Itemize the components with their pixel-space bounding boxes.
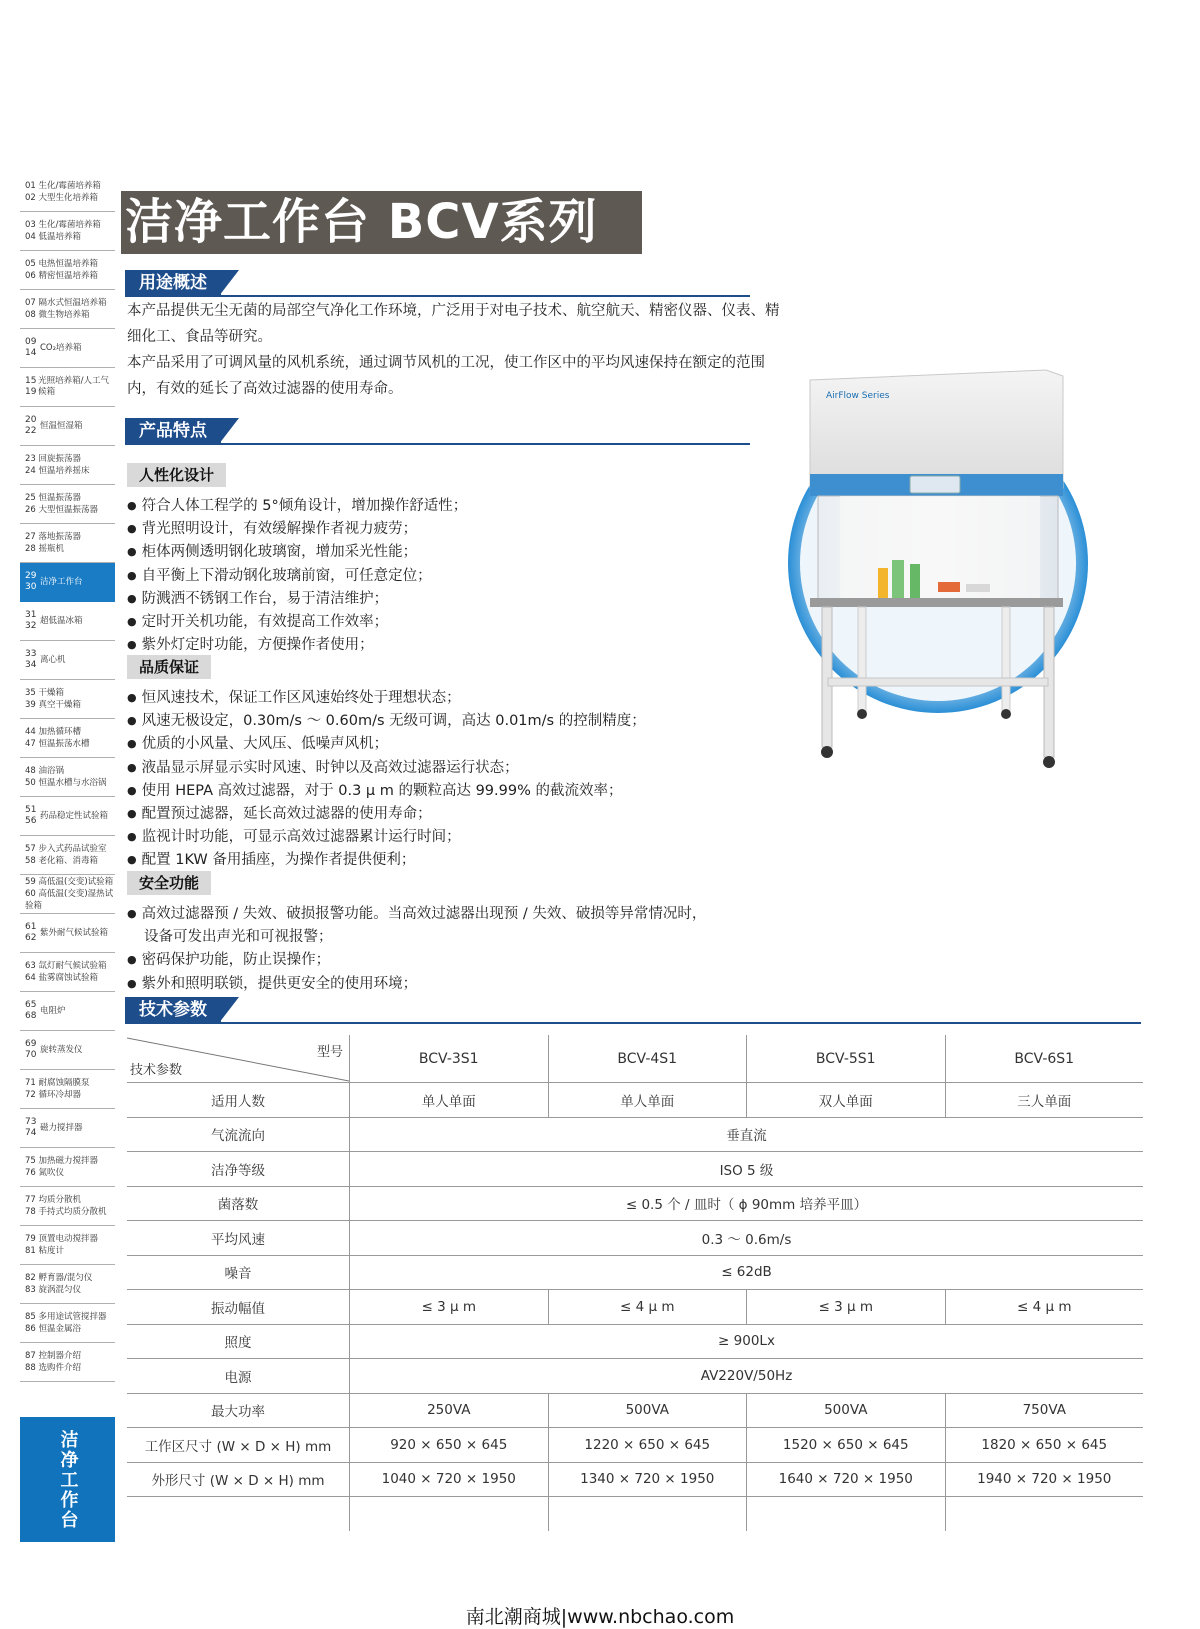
footer: 南北潮商城|www.nbchao.com	[465, 1606, 735, 1628]
sidebar-item-label: 63 氙灯耐气候试验箱	[25, 961, 107, 971]
sidebar-item-label: 07 隔水式恒温培养箱	[25, 298, 107, 308]
model-header: BCV-6S1	[945, 1035, 1143, 1083]
sidebar-item-label: 85 多用途试管搅拌器	[25, 1312, 107, 1322]
sidebar-item-label: 71 耐腐蚀隔膜泵	[25, 1078, 90, 1088]
sidebar-item[interactable]	[20, 1031, 115, 1070]
subhead-ergonomic: 人性化设计	[127, 463, 226, 487]
table-cell: 500VA	[548, 1393, 747, 1428]
sidebar-item-label: 06 精密恒温培养箱	[25, 271, 99, 281]
table-cell: 1820 × 650 × 645	[945, 1428, 1143, 1463]
sidebar-item-number: 33 34	[25, 649, 37, 670]
table-cell: 1340 × 720 × 1950	[548, 1462, 747, 1497]
row-label: 振动幅值	[127, 1290, 350, 1325]
sidebar-item[interactable]	[20, 992, 115, 1031]
header-model-label: 型号	[316, 1045, 343, 1060]
sidebar-item-label: 88 选购件介绍	[25, 1363, 82, 1373]
category-sidebar	[20, 173, 115, 1382]
brand-text: AirFlow Series	[826, 391, 890, 401]
list-item: ● 液晶显示屏显示实时风速、时钟以及高效过滤器运行状态；	[127, 757, 787, 780]
header-diagonal-cell	[127, 1035, 350, 1083]
sidebar-item-label: CO₂培养箱	[40, 342, 82, 353]
table-cell: ≤ 4 μ m	[945, 1290, 1143, 1325]
sidebar-item[interactable]	[20, 797, 115, 836]
sidebar-item-label: 77 均质分散机	[25, 1195, 82, 1205]
table-cell: ≤ 4 μ m	[548, 1290, 747, 1325]
sidebar-item-label: 23 回旋振荡器	[25, 454, 82, 464]
sidebar-item[interactable]	[20, 485, 115, 524]
list-item: ● 紫外和照明联锁，提供更安全的使用环境；	[127, 973, 787, 996]
sidebar-item-label: 87 控制器介绍	[25, 1351, 82, 1361]
table-cell: ≤ 0.5 个 / 皿时（ ϕ 90mm 培养平皿）	[350, 1186, 1144, 1221]
sidebar-item-label: 紫外耐气候试验箱	[40, 927, 109, 938]
table-cell: 1640 × 720 × 1950	[747, 1462, 946, 1497]
row-label: 洁净等级	[127, 1152, 350, 1187]
sidebar-item[interactable]	[20, 719, 115, 758]
table-cell: 1520 × 650 × 645	[747, 1428, 946, 1463]
sidebar-item[interactable]	[20, 563, 115, 602]
table-row	[127, 1221, 1143, 1256]
sidebar-item-label: 50 恒温水槽与水浴锅	[25, 778, 107, 788]
sidebar-item-label: 光照培养箱/人工气候箱	[38, 376, 109, 397]
sidebar-item-number: 20 22	[25, 415, 37, 436]
sidebar-item-label: 47 恒温振荡水槽	[25, 739, 90, 749]
table-cell: 0.3 ～ 0.6m/s	[350, 1221, 1144, 1256]
table-row	[127, 1290, 1143, 1325]
table-row	[127, 1152, 1143, 1187]
row-label: 最大功率	[127, 1393, 350, 1428]
sidebar-item[interactable]	[20, 1304, 115, 1343]
table-row-empty	[127, 1497, 1143, 1532]
sidebar-item[interactable]	[20, 368, 115, 407]
page-title: 洁净工作台 BCV系列	[121, 191, 642, 254]
table-row	[127, 1117, 1143, 1152]
sidebar-item-label: 81 粘度计	[25, 1246, 65, 1256]
sidebar-item-label: 05 电热恒温培养箱	[25, 259, 99, 269]
sidebar-item[interactable]	[20, 1226, 115, 1265]
sidebar-item-label: 26 大型恒温振荡器	[25, 505, 99, 515]
sidebar-item-label: 磁力搅拌器	[40, 1122, 83, 1133]
sidebar-item-label: 25 恒温振荡器	[25, 493, 82, 503]
usage-paragraph-1: 本产品提供无尘无菌的局部空气净化工作环境，广泛用于对电子技术、航空航天、精密仪器、仪表、精细化工、食品等研究。	[127, 303, 780, 345]
bullet-list-ergonomic	[127, 495, 787, 657]
sidebar-item-label: 58 老化箱、消毒箱	[25, 856, 99, 866]
sidebar-item[interactable]	[20, 1148, 115, 1187]
row-label: 照度	[127, 1324, 350, 1359]
sidebar-item[interactable]	[20, 914, 115, 953]
sidebar-item-label: 08 微生物培养箱	[25, 310, 90, 320]
sidebar-item[interactable]	[20, 1109, 115, 1148]
sidebar-item-label: 离心机	[40, 654, 66, 665]
sidebar-item[interactable]	[20, 602, 115, 641]
row-label: 菌落数	[127, 1186, 350, 1221]
sidebar-item-label: 60 高低温(交变)湿热试验箱	[25, 889, 114, 911]
sidebar-item-label: 03 生化/霉菌培养箱	[25, 220, 101, 230]
sidebar-item[interactable]	[20, 953, 115, 992]
sidebar-item-label: 64 盐雾腐蚀试验箱	[25, 973, 99, 983]
list-item: ● 监视计时功能，可显示高效过滤器累计运行时间；	[127, 826, 787, 849]
sidebar-item[interactable]	[20, 407, 115, 446]
row-label: 工作区尺寸 (W × D × H) mm	[127, 1428, 350, 1463]
section-title: 产品特点	[125, 418, 221, 444]
table-cell: 1940 × 720 × 1950	[945, 1462, 1143, 1497]
sidebar-item-label: 01 生化/霉菌培养箱	[25, 181, 101, 191]
sidebar-item[interactable]	[20, 680, 115, 719]
sidebar-item-number: 15 19	[25, 376, 37, 397]
table-row	[127, 1359, 1143, 1394]
sidebar-item-label: 洁净工作台	[40, 576, 83, 587]
table-cell: 1040 × 720 × 1950	[350, 1462, 549, 1497]
table-cell: 920 × 650 × 645	[350, 1428, 549, 1463]
sidebar-item-label: 超低温冰箱	[40, 615, 83, 626]
list-item: ● 配置预过滤器，延长高效过滤器的使用寿命；	[127, 803, 787, 826]
list-item: ● 柜体两侧透明钢化玻璃窗，增加采光性能；	[127, 541, 787, 564]
list-item: ● 使用 HEPA 高效过滤器，对于 0.3 μ m 的颗粒高达 99.99% 的截流效率；	[127, 780, 787, 803]
sidebar-item-label: 59 高低温(交变)试验箱	[25, 877, 114, 887]
list-item: ● 风速无极设定，0.30m/s ～ 0.60m/s 无级可调，高达 0.01m/s 的控制精度；	[127, 710, 787, 733]
table-cell: 垂直流	[350, 1117, 1144, 1152]
sidebar-item-label: 电阻炉	[40, 1005, 66, 1016]
table-cell: 单人单面	[350, 1083, 549, 1118]
sidebar-item[interactable]	[20, 641, 115, 680]
sidebar-item[interactable]	[20, 875, 115, 914]
sidebar-item-label: 83 旋涡混匀仪	[25, 1285, 82, 1295]
table-cell	[747, 1497, 946, 1532]
sidebar-item-number: 31 32	[25, 610, 37, 631]
sidebar-item-label: 药品稳定性试验箱	[40, 810, 109, 821]
table-cell: AV220V/50Hz	[350, 1359, 1144, 1394]
table-header-row	[127, 1035, 1143, 1083]
sidebar-item-label: 48 油浴锅	[25, 766, 65, 776]
section-header-usage	[125, 270, 750, 296]
sidebar-item-label: 39 真空干燥箱	[25, 700, 82, 710]
list-item: ● 自平衡上下滑动钢化玻璃前窗，可任意定位；	[127, 565, 787, 588]
sidebar-item-label: 76 氮吹仪	[25, 1168, 65, 1178]
section-title: 用途概述	[125, 270, 221, 296]
section-tab-label: 洁净工作台	[57, 1429, 79, 1530]
sidebar-item-number: 51 56	[25, 805, 37, 826]
sidebar-item-number: 65 68	[25, 1000, 37, 1021]
sidebar-item-label: 04 低温培养箱	[25, 232, 82, 242]
section-tab-vertical[interactable]	[20, 1417, 115, 1542]
table-row	[127, 1428, 1143, 1463]
sidebar-item-label: 44 加热循环槽	[25, 727, 82, 737]
table-cell: ≤ 3 μ m	[747, 1290, 946, 1325]
table-cell: 250VA	[350, 1393, 549, 1428]
table-cell: 单人单面	[548, 1083, 747, 1118]
subhead-quality: 品质保证	[127, 655, 211, 679]
sidebar-item-label: 79 顶置电动搅拌器	[25, 1234, 99, 1244]
list-item: ● 背光照明设计，有效缓解操作者视力疲劳；	[127, 518, 787, 541]
spec-table	[127, 1035, 1143, 1531]
model-header: BCV-4S1	[548, 1035, 747, 1083]
table-cell	[350, 1497, 549, 1532]
table-cell: ISO 5 级	[350, 1152, 1144, 1187]
list-item: ● 密码保护功能，防止误操作；	[127, 949, 787, 972]
bullet-list-safety	[127, 903, 787, 996]
model-header: BCV-3S1	[350, 1035, 549, 1083]
list-item: ● 符合人体工程学的 5°倾角设计，增加操作舒适性；	[127, 495, 787, 518]
list-item: 设备可发出声光和可视报警；	[144, 929, 333, 946]
sidebar-item-number: 73 74	[25, 1117, 37, 1138]
list-item: ● 恒风速技术，保证工作区风速始终处于理想状态；	[127, 687, 787, 710]
sidebar-item-label: 02 大型生化培养箱	[25, 193, 99, 203]
sidebar-item[interactable]	[20, 329, 115, 368]
sidebar-item-label: 24 恒温培养摇床	[25, 466, 90, 476]
list-item: ● 高效过滤器预 / 失效、破损报警功能。当高效过滤器出现预 / 失效、破损等异常情况时，	[127, 903, 787, 926]
table-cell: 三人单面	[945, 1083, 1143, 1118]
sidebar-item-label: 82 孵育器/混匀仪	[25, 1273, 93, 1283]
section-header-spec	[125, 997, 1141, 1023]
list-item: ● 优质的小风量、大风压、低噪声风机；	[127, 733, 787, 756]
sidebar-item[interactable]	[20, 446, 115, 485]
sidebar-item[interactable]	[20, 1265, 115, 1304]
sidebar-item-label: 旋转蒸发仪	[40, 1044, 83, 1055]
table-cell: 500VA	[747, 1393, 946, 1428]
sidebar-item[interactable]	[20, 758, 115, 797]
usage-paragraph-2: 本产品采用了可调风量的风机系统，通过调节风机的工况，使工作区中的平均风速保持在额定的范围内，有效的延长了高效过滤器的使用寿命。	[127, 355, 765, 397]
table-row	[127, 1393, 1143, 1428]
table-row	[127, 1255, 1143, 1290]
table-row	[127, 1083, 1143, 1118]
sidebar-item[interactable]	[20, 836, 115, 875]
table-cell: ≤ 62dB	[350, 1255, 1144, 1290]
row-label: 噪音	[127, 1255, 350, 1290]
table-cell: 双人单面	[747, 1083, 946, 1118]
list-item: ● 防溅洒不锈钢工作台，易于清洁维护；	[127, 588, 787, 611]
row-label: 气流流向	[127, 1117, 350, 1152]
table-row	[127, 1186, 1143, 1221]
sidebar-item-number: 61 62	[25, 922, 37, 943]
table-row	[127, 1324, 1143, 1359]
row-label: 适用人数	[127, 1083, 350, 1118]
row-label: 外形尺寸 (W × D × H) mm	[127, 1462, 350, 1497]
sidebar-item[interactable]	[20, 251, 115, 290]
subhead-safety: 安全功能	[127, 871, 211, 895]
list-item: ● 配置 1KW 备用插座，为操作者提供便利；	[127, 849, 787, 872]
bullet-list-quality	[127, 687, 787, 873]
sidebar-item-label: 75 加热磁力搅拌器	[25, 1156, 99, 1166]
sidebar-item-number: 69 70	[25, 1039, 37, 1060]
header-param-label: 技术参数	[130, 1063, 183, 1078]
sidebar-item-number: 09 14	[25, 337, 37, 358]
sidebar-item[interactable]	[20, 173, 115, 212]
sidebar-item-label: 86 恒温金属浴	[25, 1324, 82, 1334]
row-label: 电源	[127, 1359, 350, 1394]
sidebar-item-label: 28 摇瓶机	[25, 544, 65, 554]
sidebar-item-label: 27 落地振荡器	[25, 532, 82, 542]
section-title: 技术参数	[125, 997, 221, 1023]
table-cell: ≤ 3 μ m	[350, 1290, 549, 1325]
model-header: BCV-5S1	[747, 1035, 946, 1083]
table-cell	[945, 1497, 1143, 1532]
sidebar-item[interactable]	[20, 1187, 115, 1226]
table-cell	[127, 1497, 350, 1532]
sidebar-item-label: 35 干燥箱	[25, 688, 65, 698]
sidebar-item[interactable]	[20, 290, 115, 329]
table-cell	[548, 1497, 747, 1532]
table-row	[127, 1462, 1143, 1497]
sidebar-item[interactable]	[20, 1343, 115, 1382]
sidebar-item[interactable]	[20, 524, 115, 563]
list-item: ● 定时开关机功能，有效提高工作效率；	[127, 611, 787, 634]
table-cell: 1220 × 650 × 645	[548, 1428, 747, 1463]
list-item: ● 紫外灯定时功能，方便操作者使用；	[127, 634, 787, 657]
product-image	[788, 368, 1088, 788]
sidebar-item-label: 72 循环冷却器	[25, 1090, 82, 1100]
sidebar-item-label: 恒温恒湿箱	[40, 420, 83, 431]
table-cell: ≥ 900Lx	[350, 1324, 1144, 1359]
row-label: 平均风速	[127, 1221, 350, 1256]
sidebar-item[interactable]	[20, 1070, 115, 1109]
sidebar-item-label: 57 步入式药品试验室	[25, 844, 107, 854]
sidebar-item-label: 78 手持式均质分散机	[25, 1207, 107, 1217]
table-cell: 750VA	[945, 1393, 1143, 1428]
sidebar-item-number: 29 30	[25, 571, 37, 592]
section-header-features	[125, 418, 750, 444]
sidebar-item[interactable]	[20, 212, 115, 251]
